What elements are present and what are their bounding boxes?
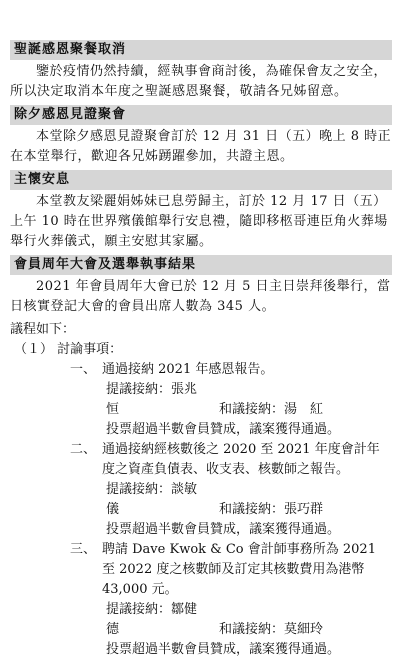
agenda-item-number: （１）	[14, 342, 54, 357]
section-title: 會員周年大會及選舉執事結果	[10, 255, 392, 275]
proposer: 提議接納：鄒健德	[106, 602, 198, 637]
motion-text: 通過接納 2021 年感恩報告。	[102, 362, 274, 377]
motion-number: 一、	[70, 362, 97, 377]
proposer: 提議接納：談敏儀	[106, 482, 198, 517]
section-title: 聖誕感恩聚餐取消	[10, 40, 392, 60]
motion-movers	[10, 600, 392, 640]
seconder: 和議接納：莫細玲	[219, 622, 324, 637]
motion-movers	[10, 480, 392, 520]
proposer: 提議接納：張兆恒	[106, 382, 198, 417]
motion-3	[10, 540, 392, 600]
agenda-label: 議程如下：	[10, 322, 76, 337]
agenda-item-label: 討論事項：	[57, 342, 123, 357]
motion-result: 投票超過半數會員贊成，議案獲得通過。	[106, 522, 341, 537]
section-christmas-dinner	[10, 40, 392, 102]
section-annual-meeting	[10, 255, 392, 660]
seconder: 和議接納：張巧群	[219, 502, 324, 517]
motion-text: 通過接納經核數後之 2020 至 2021 年度會計年度之資產負債表、收支表、核數師之報告。	[102, 442, 380, 477]
section-body: 本堂除夕感恩見證聚會訂於 12 月 31 日（五）晚上 8 時正在本堂舉行，歡迎各兄姊踴躍參加，共證主恩。	[10, 129, 392, 164]
motion-number: 三、	[70, 542, 97, 557]
section-body: 鑒於疫情仍然持續，經執事會商討後，為確保會友之安全，所以決定取消本年度之聖誕感恩聚餐，敬請各兄姊留意。	[10, 64, 388, 99]
motion-result: 投票超過半數會員贊成，議案獲得通過。	[106, 422, 341, 437]
motion-text: 聘請 Dave Kwok & Co 會計師事務所為 2021 至 2022 度之核數師及訂定其核數費用為港幣 43,000 元。	[102, 542, 376, 597]
section-title: 除夕感恩見證聚會	[10, 105, 392, 125]
section-body: 本堂教友梁麗娟姊妹已息勞歸主，訂於 12 月 17 日（五）上午 10 時在世界殯儀館舉行安息禮，隨即移柩哥連臣角火葬場舉行火葬儀式，願主安慰其家屬。	[10, 194, 388, 249]
motion-2	[10, 440, 392, 480]
motion-number: 二、	[70, 442, 97, 457]
seconder: 和議接納：湯 紅	[219, 402, 324, 417]
agenda-item	[10, 340, 392, 360]
motion-movers	[10, 380, 392, 420]
section-title: 主懷安息	[10, 170, 392, 190]
section-new-year-eve	[10, 105, 392, 167]
motion-1	[10, 360, 392, 380]
motion-result: 投票超過半數會員贊成，議案獲得通過。	[106, 642, 341, 657]
section-body: 2021 年會員周年大會已於 12 月 5 日主日崇拜後舉行，當日核實登記大會的會員出席人數為 345 人。	[10, 279, 391, 314]
section-rest-in-lord	[10, 170, 392, 252]
